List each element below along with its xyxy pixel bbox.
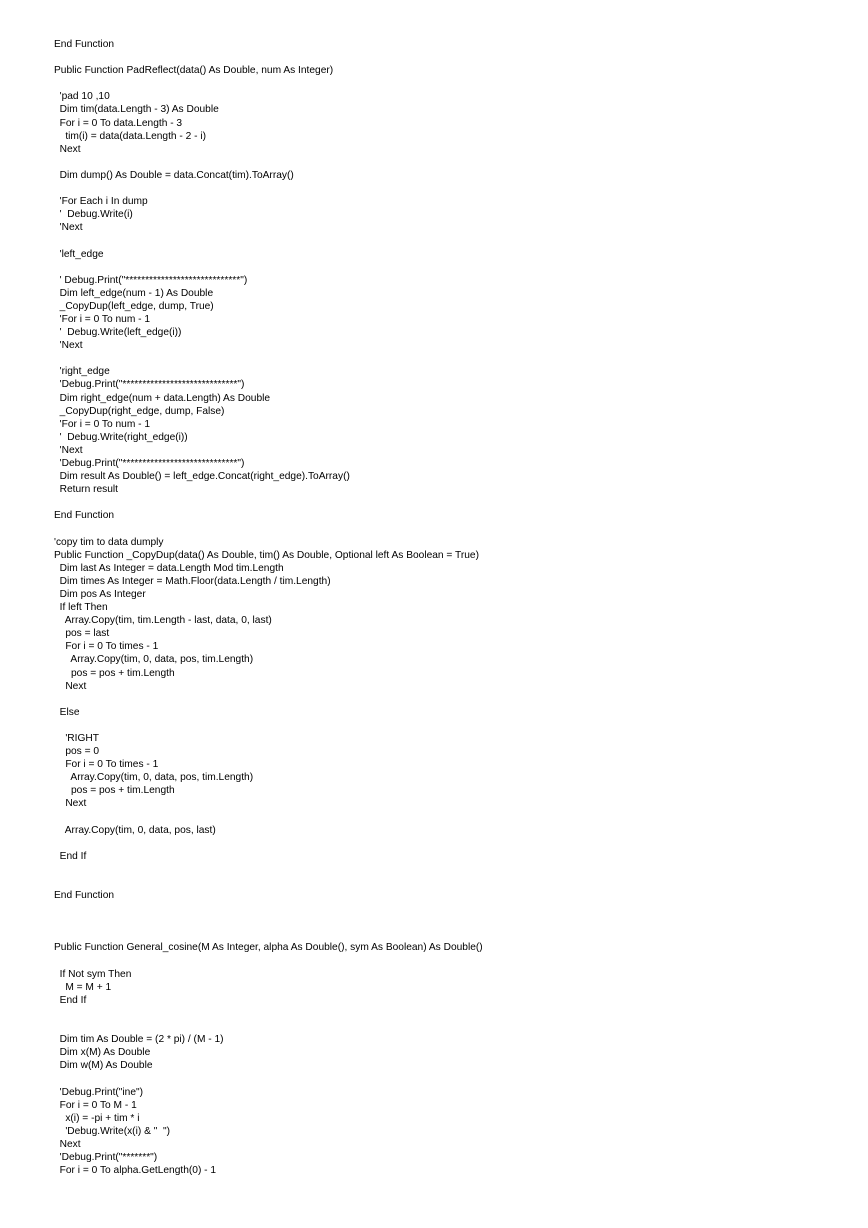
- code-line: M = M + 1: [54, 981, 112, 993]
- code-line: End Function: [54, 510, 115, 522]
- code-line: Array.Copy(tim, 0, data, pos, tim.Length): [54, 654, 254, 666]
- code-line: Array.Copy(tim, tim.Length - last, data, 0, last): [54, 615, 272, 627]
- code-line: 'Debug.Print("*******"): [54, 1151, 158, 1163]
- code-line: [54, 902, 854, 915]
- code-line: Public Function General_cosine(M As Integer, alpha As Double(), sym As Boolean) As Double(): [54, 942, 483, 954]
- code-line: Public Function PadReflect(data() As Double, num As Integer): [54, 65, 334, 77]
- code-line: [54, 811, 854, 824]
- code-line: [54, 182, 854, 195]
- code-line: pos = 0: [54, 746, 100, 758]
- code-line: 'Next: [54, 222, 83, 234]
- code-line: [54, 234, 854, 247]
- code-listing: [54, 38, 854, 1177]
- code-line: End If: [54, 994, 87, 1006]
- code-line: pos = pos + tim.Length: [54, 785, 175, 797]
- code-line: 'Next: [54, 340, 83, 352]
- code-line: tim(i) = data(data.Length - 2 - i): [54, 130, 207, 142]
- code-line: 'right_edge: [54, 366, 110, 378]
- code-line: 'For i = 0 To num - 1: [54, 418, 151, 430]
- code-line: [54, 863, 854, 876]
- code-line: Next: [54, 143, 81, 155]
- code-line: Dim times As Integer = Math.Floor(data.Length / tim.Length): [54, 575, 331, 587]
- code-line: For i = 0 To times - 1: [54, 759, 159, 771]
- code-line: ' Debug.Write(left_edge(i)): [54, 327, 182, 339]
- code-line: Array.Copy(tim, 0, data, pos, tim.Length): [54, 772, 254, 784]
- code-line: 'RIGHT: [54, 732, 99, 744]
- code-line: For i = 0 To times - 1: [54, 641, 159, 653]
- code-line: [54, 837, 854, 850]
- code-line: Dim pos As Integer: [54, 588, 146, 600]
- code-line: [54, 1072, 854, 1085]
- code-line: 'pad 10 ,10: [54, 91, 110, 103]
- code-line: Else: [54, 706, 80, 718]
- code-line: Dim x(M) As Double: [54, 1047, 151, 1059]
- code-line: 'Debug.Print("ine"): [54, 1086, 144, 1098]
- code-line: [54, 1007, 854, 1020]
- code-line: [54, 1020, 854, 1033]
- code-line: Dim right_edge(num + data.Length) As Double: [54, 392, 271, 404]
- code-line: End Function: [54, 39, 115, 50]
- code-line: For i = 0 To M - 1: [54, 1099, 137, 1111]
- code-line: Next: [54, 1138, 81, 1150]
- code-line: pos = pos + tim.Length: [54, 667, 175, 679]
- code-line: [54, 693, 854, 706]
- code-line: If Not sym Then: [54, 968, 132, 980]
- code-line: Return result: [54, 484, 118, 496]
- code-line: Next: [54, 680, 87, 692]
- code-line: Dim left_edge(num - 1) As Double: [54, 287, 214, 299]
- code-line: [54, 522, 854, 535]
- code-line: _CopyDup(left_edge, dump, True): [54, 300, 214, 312]
- code-line: [54, 496, 854, 509]
- code-line: ' Debug.Write(i): [54, 209, 133, 221]
- code-line: End Function: [54, 890, 115, 902]
- code-line: pos = last: [54, 628, 110, 640]
- code-line: For i = 0 To alpha.GetLength(0) - 1: [54, 1165, 217, 1177]
- code-line: End If: [54, 850, 87, 862]
- code-line: 'For i = 0 To num - 1: [54, 313, 151, 325]
- code-line: If left Then: [54, 602, 108, 614]
- code-line: _CopyDup(right_edge, dump, False): [54, 405, 225, 417]
- code-line: 'Debug.Write(x(i) & " "): [54, 1125, 170, 1137]
- code-line: [54, 719, 854, 732]
- code-line: Array.Copy(tim, 0, data, pos, last): [54, 824, 216, 836]
- code-line: Dim dump() As Double = data.Concat(tim).ToArray(): [54, 169, 294, 181]
- code-line: Public Function _CopyDup(data() As Double, tim() As Double, Optional left As Boolean = True): [54, 549, 479, 561]
- code-line: 'Next: [54, 444, 83, 456]
- code-line: Dim tim As Double = (2 * pi) / (M - 1): [54, 1034, 224, 1046]
- code-line: x(i) = -pi + tim * i: [54, 1112, 140, 1124]
- code-line: [54, 928, 854, 941]
- code-line: [54, 261, 854, 274]
- code-line: [54, 876, 854, 889]
- code-line: 'Debug.Print("*****************************"): [54, 379, 245, 391]
- code-line: Dim last As Integer = data.Length Mod tim.Length: [54, 562, 284, 574]
- code-line: [54, 352, 854, 365]
- code-line: 'Debug.Print("*****************************"): [54, 458, 245, 469]
- code-line: 'copy tim to data dumply: [54, 536, 164, 548]
- code-line: 'left_edge: [54, 248, 104, 260]
- code-line: [54, 156, 854, 169]
- code-line: Dim w(M) As Double: [54, 1060, 153, 1072]
- code-line: [54, 77, 854, 90]
- code-line: ' Debug.Write(right_edge(i)): [54, 431, 188, 443]
- code-line: [54, 955, 854, 968]
- code-line: [54, 51, 854, 64]
- code-line: Dim tim(data.Length - 3) As Double: [54, 104, 219, 116]
- code-line: Next: [54, 798, 87, 810]
- code-line: 'For Each i In dump: [54, 196, 148, 208]
- code-line: ' Debug.Print("*****************************"): [54, 274, 248, 286]
- code-line: For i = 0 To data.Length - 3: [54, 117, 183, 129]
- code-line: [54, 915, 854, 928]
- code-line: Dim result As Double() = left_edge.Concat(right_edge).ToArray(): [54, 471, 350, 483]
